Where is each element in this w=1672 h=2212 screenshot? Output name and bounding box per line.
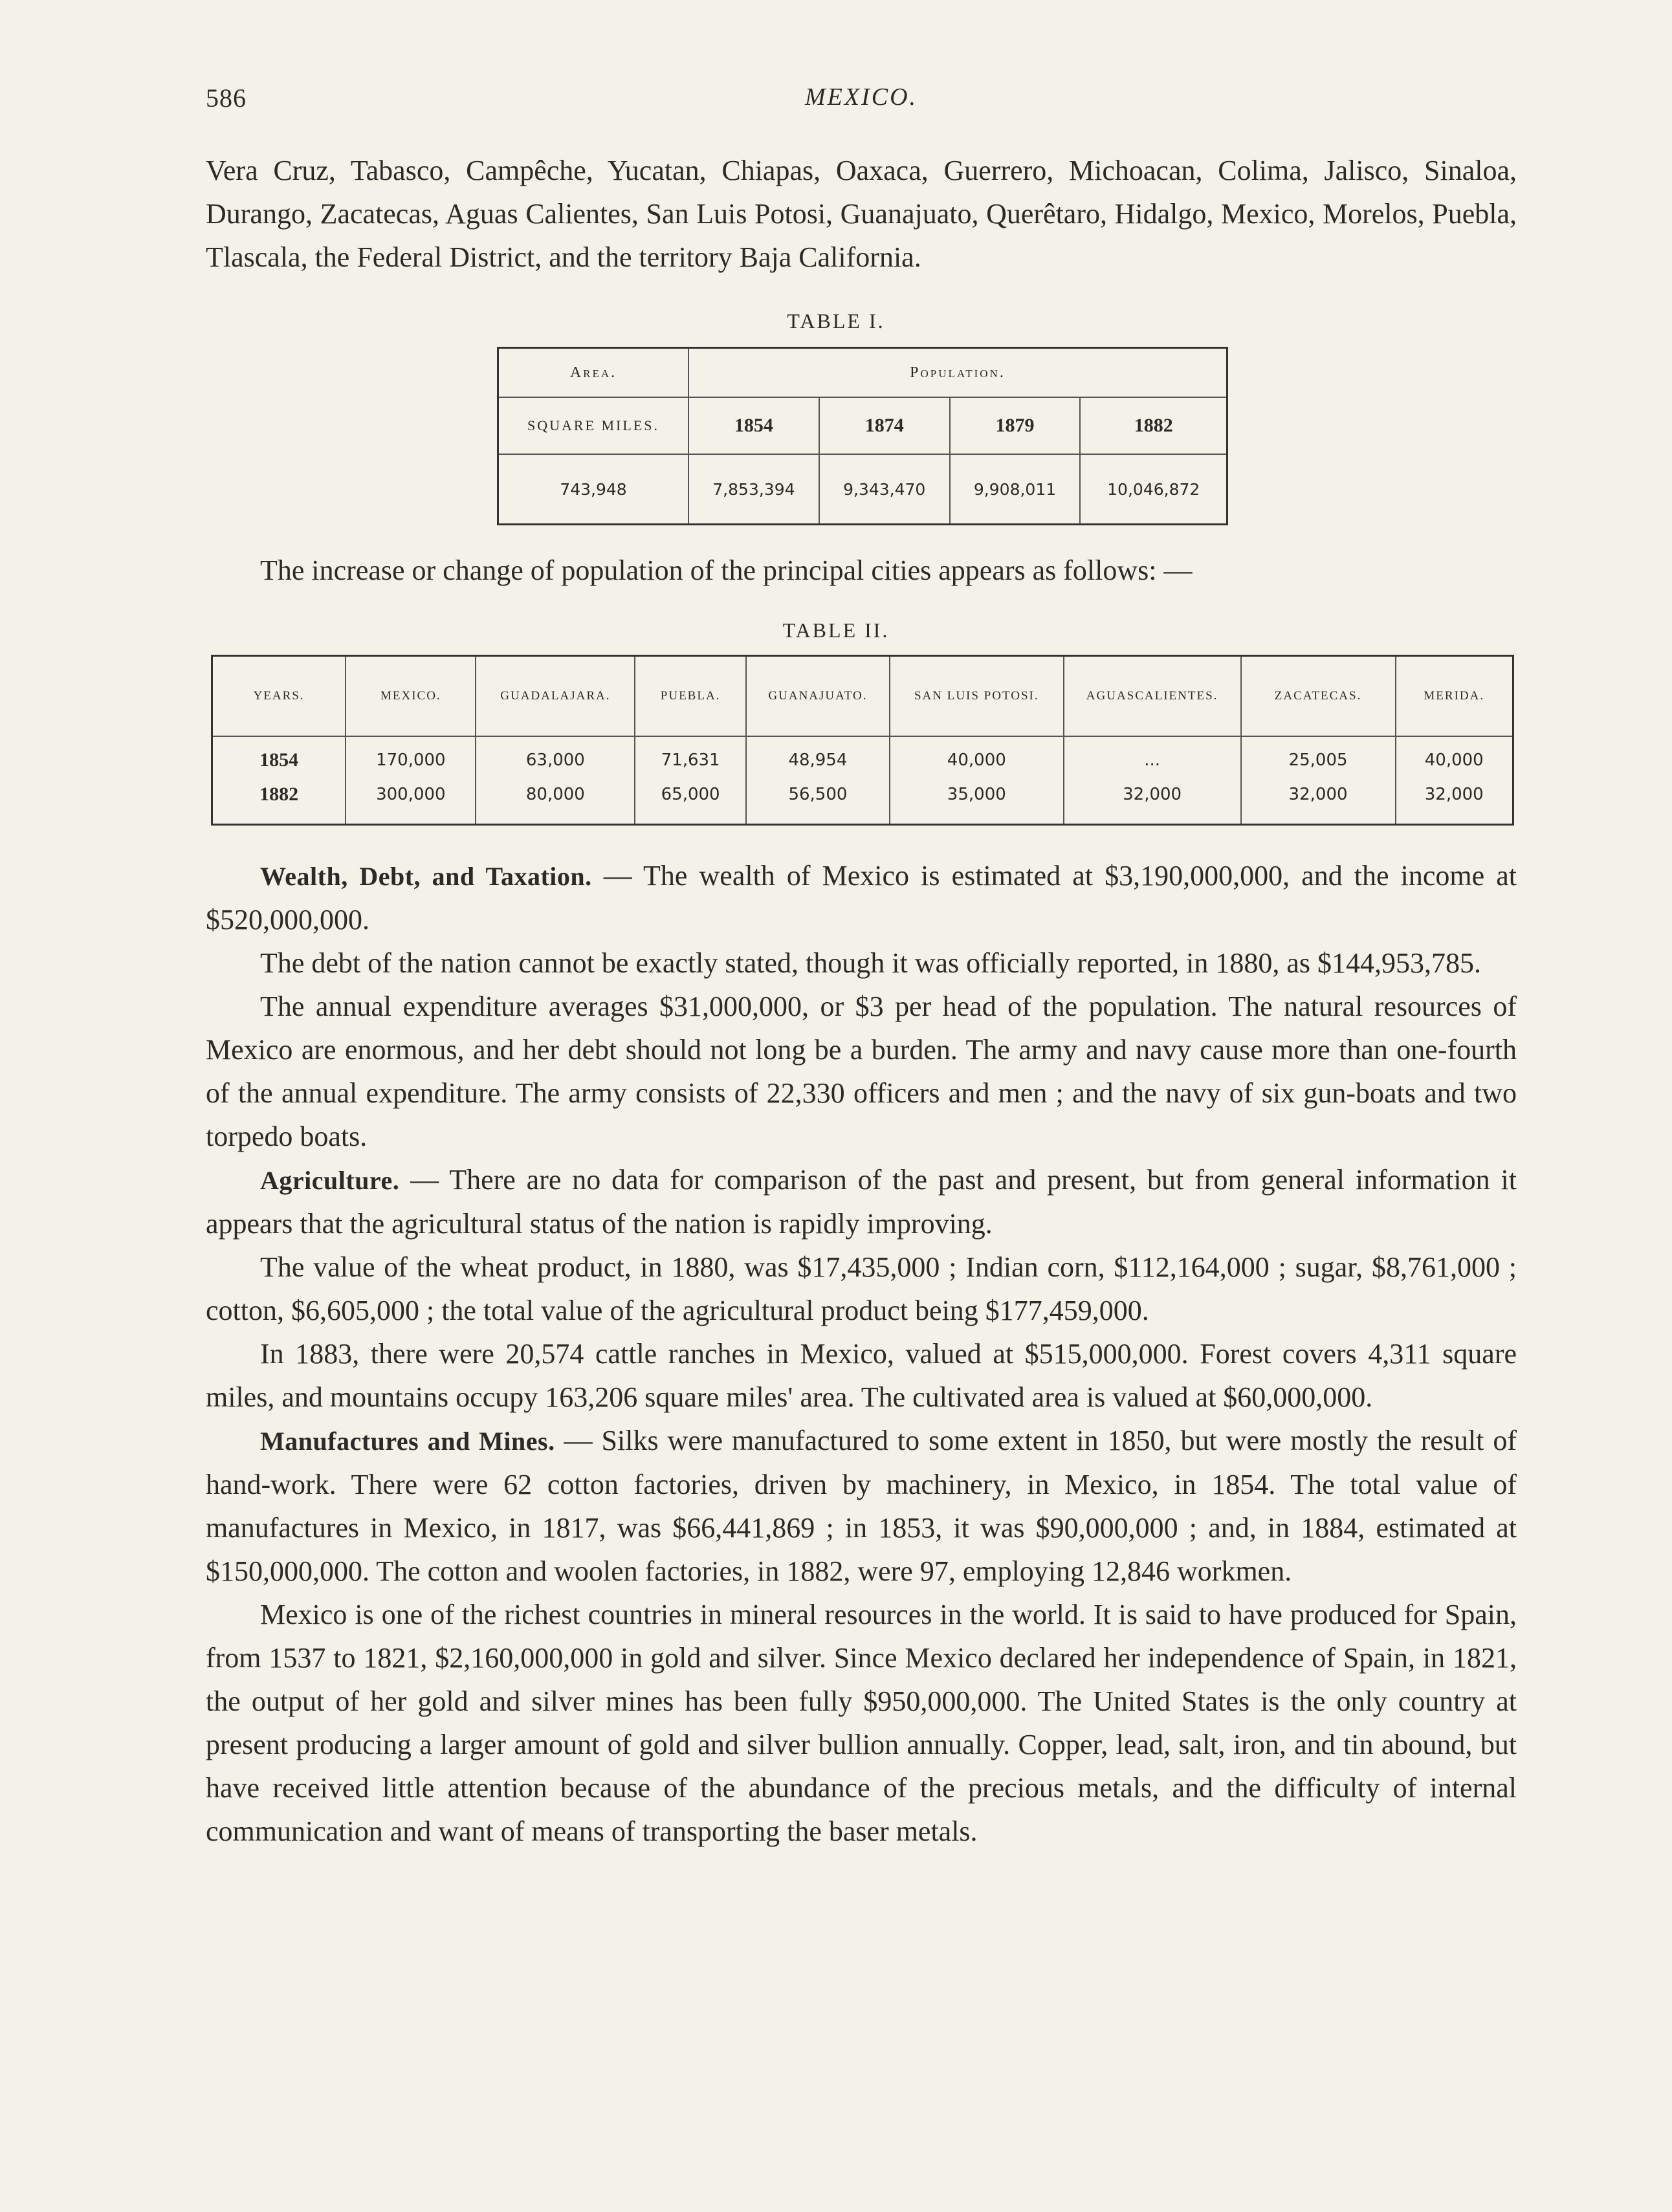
table-row xyxy=(212,776,1513,824)
col-header: GUANAJUATO. xyxy=(746,656,890,736)
intro-text: Vera Cruz, Tabasco, Campêche, Yucatan, Chiapas, Oaxaca, Guerrero, Michoacan, Colima, Jalisco, Sinaloa, Durango, Zacatecas, Aguas Calientes, San Luis Potosi, Guanajuato, Querêtaro, Hidalgo, Mexico, Morelos, Puebla, Tlascala, the Federal District, and the territory Baja California. xyxy=(206,155,1517,273)
paragraph-text: — There are no data for comparison of the past and present, but from general information it appears that the agricultural status of the nation is rapidly improving. xyxy=(206,1164,1517,1240)
page-header xyxy=(206,83,1517,122)
table-cell: 32,000 xyxy=(1241,776,1396,824)
col-header: MEXICO. xyxy=(346,656,476,736)
population-value: 9,908,011 xyxy=(950,454,1081,525)
population-value: 10,046,872 xyxy=(1080,454,1227,525)
expenditure-paragraph: The annual expenditure averages $31,000,000, or $3 per head of the population. The natural resources of Mexico are enormous, and her debt should not long be a burden. The army and navy cause more than one-fourth of the annual expenditure. The army consists of 22,330 officers and men ; and the navy of six gun-boats and two torpedo boats. xyxy=(206,991,1517,1152)
table-cell: 40,000 xyxy=(890,736,1064,776)
year-header: 1879 xyxy=(950,397,1081,454)
cattle-paragraph: In 1883, there were 20,574 cattle ranches in Mexico, valued at $515,000,000. Forest covers 4,311 square miles, and mountains occupy 163,206 square miles' area. The cultivated area is valued at $60,000,000. xyxy=(206,1338,1517,1413)
transition-text: The increase or change of population of the principal cities appears as follows: — xyxy=(260,554,1193,586)
page-number: 586 xyxy=(206,83,247,113)
area-header: Area. xyxy=(498,348,689,398)
population-value: 9,343,470 xyxy=(819,454,950,525)
paragraph-text: — Silks were manufactured to some extent in 1850, but were mostly the result of hand-work. There were 62 cotton factories, driven by machinery, in Mexico, in 1854. The total value of manufactures in Mexico, in 1817, was $66,441,869 ; in 1853, it was $90,000,000 ; and, in 1884, estimated at $150,000,000. The cotton and woolen factories, in 1882, were 97, employing 12,846 workmen. xyxy=(206,1425,1517,1587)
population-header: Population. xyxy=(688,348,1227,398)
manufactures-paragraph xyxy=(206,1419,1517,1593)
area-unit: SQUARE MILES. xyxy=(498,397,689,454)
year-header: 1882 xyxy=(1080,397,1227,454)
table-cell: 32,000 xyxy=(1064,776,1241,824)
table1-caption: TABLE I. xyxy=(787,309,885,333)
section-heading: Wealth, Debt, and Taxation. xyxy=(260,862,592,891)
population-value: 7,853,394 xyxy=(688,454,819,525)
table-cell: 71,631 xyxy=(635,736,746,776)
paragraph-text: — The wealth of Mexico is estimated at $3,190,000,000, and the income at $520,000,000. xyxy=(206,860,1517,936)
table-cell: ... xyxy=(1064,736,1241,776)
table-row xyxy=(212,736,1513,776)
debt-paragraph: The debt of the nation cannot be exactly stated, though it was officially reported, in 1880, as $144,953,785. xyxy=(260,947,1482,979)
table-cell: 35,000 xyxy=(890,776,1064,824)
table-cell: 300,000 xyxy=(346,776,476,824)
table-cell: 170,000 xyxy=(346,736,476,776)
col-header: PUEBLA. xyxy=(635,656,746,736)
col-header: SAN LUIS POTOSI. xyxy=(890,656,1064,736)
year-header: 1874 xyxy=(819,397,950,454)
row-year: 1882 xyxy=(212,776,346,824)
transition-paragraph xyxy=(206,549,1517,592)
col-header: MERIDA. xyxy=(1396,656,1513,736)
area-value: 743,948 xyxy=(498,454,689,525)
table-cell: 65,000 xyxy=(635,776,746,824)
main-text xyxy=(206,854,1517,1853)
table-cell: 32,000 xyxy=(1396,776,1513,824)
minerals-paragraph: Mexico is one of the richest countries in mineral resources in the world. It is said to have produced for Spain, from 1537 to 1821, $2,160,000,000 in gold and silver. Since Mexico declared her independence of Spain, in 1821, the output of her gold and silver mines has been fully $950,000,000. The United States is the only country at present producing a larger amount of gold and silver bullion annually. Copper, lead, salt, iron, and tin abound, but have received little attention because of the abundance of the precious metals, and the difficulty of internal communication and want of means of transporting the baser metals. xyxy=(206,1599,1517,1847)
table-cell: 80,000 xyxy=(476,776,635,824)
table-city-population xyxy=(211,655,1514,826)
table-cell: 56,500 xyxy=(746,776,890,824)
year-header: 1854 xyxy=(688,397,819,454)
table-cell: 63,000 xyxy=(476,736,635,776)
col-header: YEARS. xyxy=(212,656,346,736)
row-year: 1854 xyxy=(212,736,346,776)
wheat-paragraph: The value of the wheat product, in 1880, was $17,435,000 ; Indian corn, $112,164,000 ; sugar, $8,761,000 ; cotton, $6,605,000 ; the total value of the agricultural product being $177,459,000. xyxy=(206,1251,1517,1326)
table-area-population xyxy=(497,347,1228,525)
col-header: ZACATECAS. xyxy=(1241,656,1396,736)
wealth-paragraph xyxy=(206,854,1517,941)
agriculture-paragraph xyxy=(206,1158,1517,1245)
col-header: GUADALAJARA. xyxy=(476,656,635,736)
table-cell: 40,000 xyxy=(1396,736,1513,776)
section-heading: Agriculture. xyxy=(260,1166,400,1195)
col-header: AGUASCALIENTES. xyxy=(1064,656,1241,736)
table-cell: 25,005 xyxy=(1241,736,1396,776)
table-cell: 48,954 xyxy=(746,736,890,776)
running-head: MEXICO. xyxy=(804,83,918,111)
intro-paragraph xyxy=(206,149,1517,279)
table2-caption: TABLE II. xyxy=(782,619,890,642)
section-heading: Manufactures and Mines. xyxy=(260,1427,555,1456)
